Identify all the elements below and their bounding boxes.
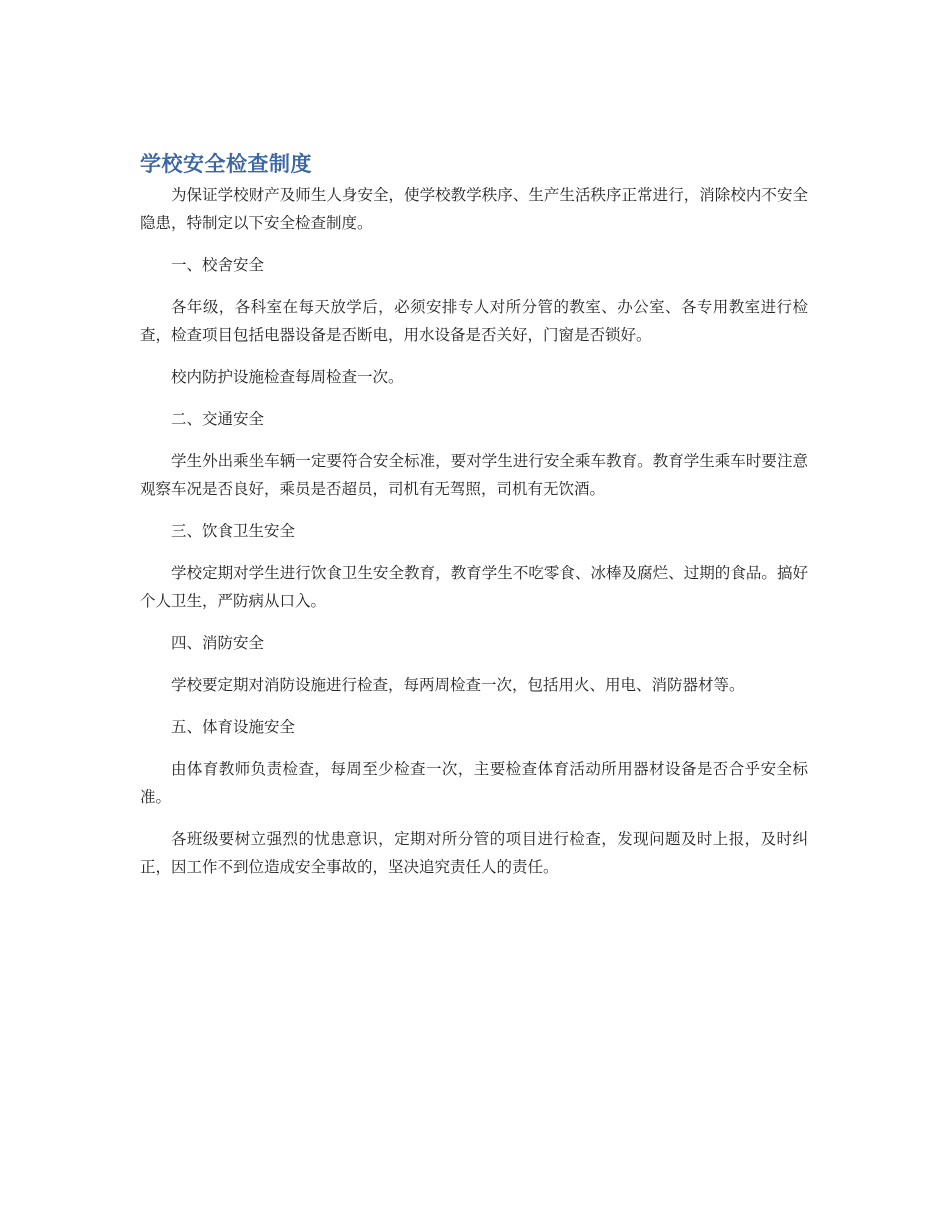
section-paragraph: 各年级，各科室在每天放学后，必须安排专人对所分管的教室、办公室、各专用教室进行检查，检查项目包括电器设备是否断电，用水设备是否关好，门窗是否锁好。 — [140, 298, 808, 344]
closing-paragraph: 各班级要树立强烈的忧患意识，定期对所分管的项目进行检查，发现问题及时上报，及时纠正，因工作不到位造成安全事故的，坚决追究责任人的责任。 — [140, 830, 808, 876]
section-heading-sports: 五、体育设施安全 — [171, 718, 296, 736]
section-paragraph: 学校定期对学生进行饮食卫生安全教育，教育学生不吃零食、冰棒及腐烂、过期的食品。搞好个人卫生，严防病从口入。 — [140, 564, 808, 610]
section-heading-traffic: 二、交通安全 — [171, 410, 265, 428]
section-paragraph: 学生外出乘坐车辆一定要符合安全标准，要对学生进行安全乘车教育。教育学生乘车时要注意观察车况是否良好，乘员是否超员，司机有无驾照，司机有无饮酒。 — [140, 452, 808, 498]
section-paragraph: 校内防护设施检查每周检查一次。 — [171, 368, 404, 386]
section-paragraph: 学校要定期对消防设施进行检查，每两周检查一次，包括用火、用电、消防器材等。 — [171, 676, 745, 694]
section-paragraph: 由体育教师负责检查，每周至少检查一次，主要检查体育活动所用器材设备是否合乎安全标准。 — [140, 760, 808, 806]
document-page — [140, 148, 808, 895]
section-heading-dormitory: 一、校舍安全 — [171, 256, 265, 274]
section-heading-fire: 四、消防安全 — [171, 634, 265, 652]
document-title: 学校安全检查制度 — [140, 152, 312, 176]
section-heading-food-hygiene: 三、饮食卫生安全 — [171, 522, 296, 540]
intro-paragraph: 为保证学校财产及师生人身安全，使学校教学秩序、生产生活秩序正常进行，消除校内不安全隐患，特制定以下安全检查制度。 — [140, 186, 808, 232]
